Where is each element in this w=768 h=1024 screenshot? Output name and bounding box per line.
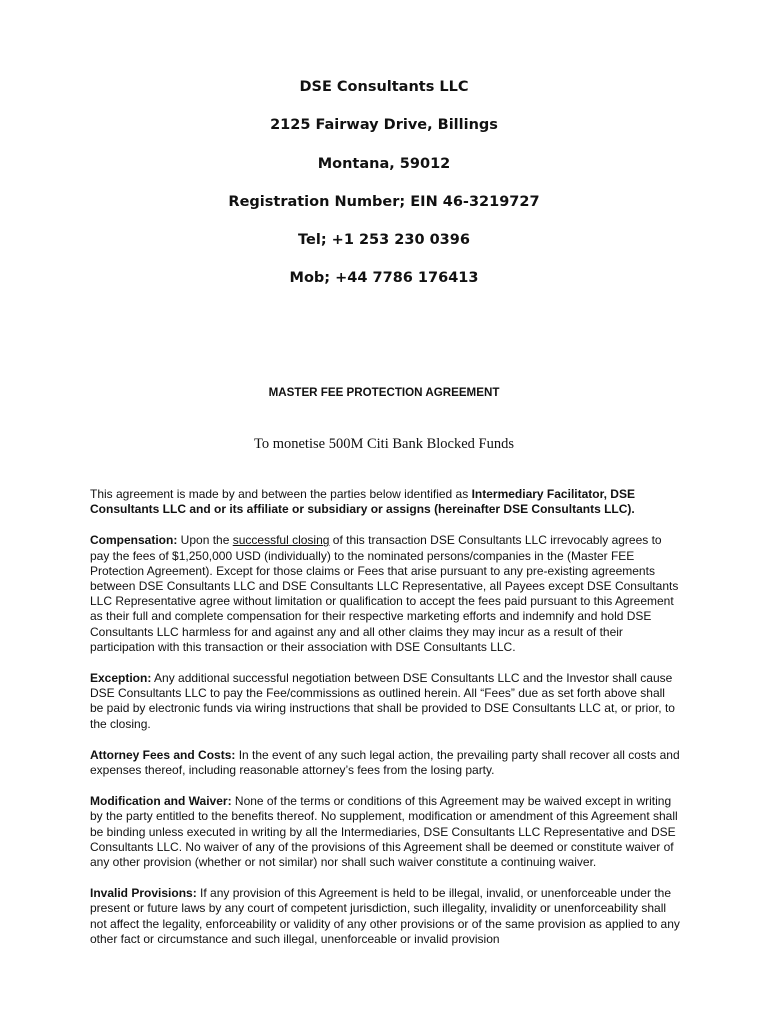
modification-text: None of the terms or conditions of this Agreement may be waived except in writing by the party entitled to the benefits thereof. No supplement, modification or amendment of this Agreement shall be binding unless executed in writing by all the Intermediaries, DSE Consultants LLC Representative and DSE Consultants LLC. No waiver of any of the provisions of this Agreement shall be deemed or constitute waiver of any other provision (whether or not similar) nor shall such waiver constitute a continuing waiver. bbox=[90, 794, 678, 870]
modification-paragraph bbox=[90, 794, 680, 870]
document-title: MASTER FEE PROTECTION AGREEMENT bbox=[268, 386, 500, 399]
company-state-zip: Montana, 59012 bbox=[317, 155, 451, 172]
company-address: 2125 Fairway Drive, Billings bbox=[270, 117, 498, 134]
intro-paragraph bbox=[90, 487, 680, 517]
compensation-pre: Upon the bbox=[177, 533, 233, 548]
compensation-text: of this transaction DSE Consultants LLC irrevocably agrees to pay the fees of $1,250,000 USD (individually) to the nominated persons/companies in the (Master FEE Protection Agreement). Except for those claims or Fees that arise pursuant to any pre-existing agreements between DSE Consultants LLC and DSE Consultants LLC Representative, all Payees except DSE Consultants LLC Representative agree without limitation or qualification to accept the fees paid pursuant to this Agreement as their full and complete compensation for their respective marketing efforts and indemnify and hold DSE Consultants LLC harmless for and against any and all other claims they may incur as a result of their participation with this transaction or their association with DSE Consultants LLC. bbox=[90, 533, 679, 654]
compensation-heading: Compensation: bbox=[90, 533, 178, 548]
attorney-text: In the event of any such legal action, the prevailing party shall recover all costs and expenses thereof, including reasonable attorney’s fees from the losing party. bbox=[90, 747, 680, 778]
attorney-paragraph bbox=[90, 748, 680, 778]
exception-text: Any additional successful negotiation between DSE Consultants LLC and the Investor shall cause DSE Consultants LLC to pay the Fee/commissions as outlined herein. All “Fees” due as set forth above shall be paid by electronic funds via wiring instructions that shall be provided to DSE Consultants LLC at, or prior, to the closing. bbox=[90, 671, 675, 731]
invalid-heading: Invalid Provisions: bbox=[90, 886, 197, 901]
agreement-body bbox=[90, 487, 680, 963]
exception-heading: Exception: bbox=[90, 671, 152, 686]
invalid-text: If any provision of this Agreement is held to be illegal, invalid, or unenforceable under the present or future laws by any court of competent jurisdiction, such illegality, invalidity or unenforceability shall not affect the legality, enforceability or validity of any other provisions or of the same provision as applied to any other fact or circumstance and such illegal, unenforceable or invalid provision bbox=[90, 886, 680, 946]
modification-heading: Modification and Waiver: bbox=[90, 794, 232, 809]
company-name: DSE Consultants LLC bbox=[299, 79, 469, 95]
attorney-heading: Attorney Fees and Costs: bbox=[90, 747, 236, 762]
invalid-paragraph bbox=[90, 886, 680, 947]
letterhead bbox=[0, 72, 768, 302]
compensation-underlined: successful closing bbox=[232, 533, 330, 548]
registration-number: Registration Number; EIN 46-3219727 bbox=[228, 193, 540, 210]
compensation-paragraph bbox=[90, 533, 680, 655]
telephone: Tel; +1 253 230 0396 bbox=[298, 232, 470, 249]
document-subtitle: To monetise 500M Citi Bank Blocked Funds bbox=[254, 436, 514, 452]
exception-paragraph bbox=[90, 671, 680, 732]
intro-parties: Intermediary Facilitator, DSE Consultants LLC and or its affiliate or subsidiary or assigns (hereinafter DSE Consultants LLC). bbox=[90, 487, 635, 517]
intro-text: This agreement is made by and between the parties below identified as bbox=[90, 487, 472, 501]
mobile: Mob; +44 7786 176413 bbox=[289, 270, 479, 287]
